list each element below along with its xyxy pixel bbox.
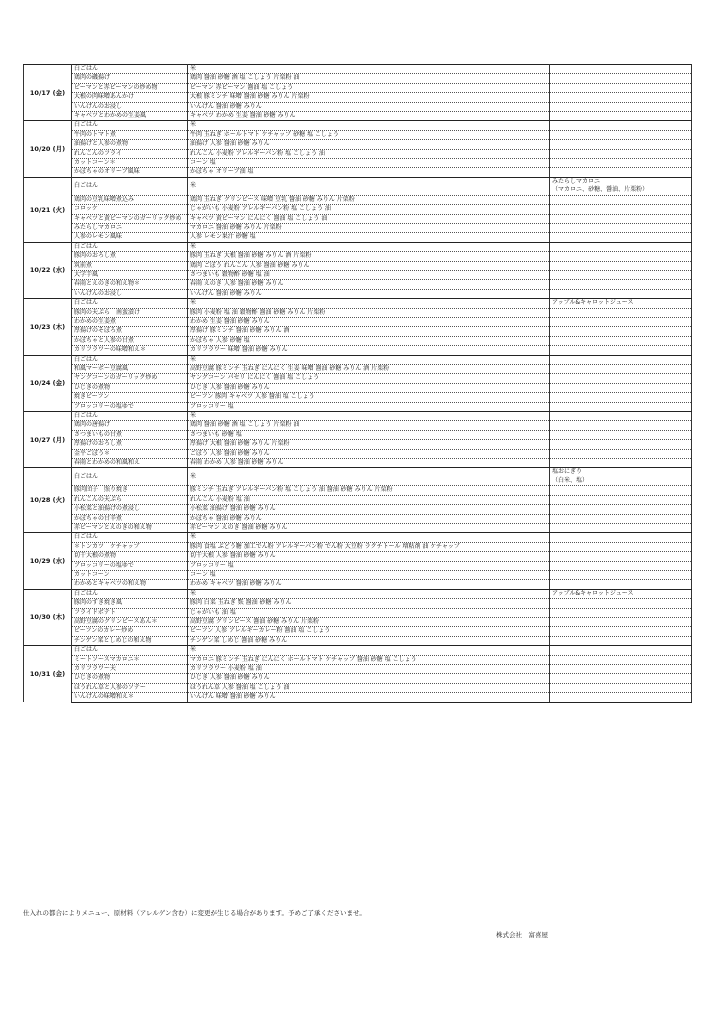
dish-name: 白ごはん xyxy=(72,121,188,130)
note-cell xyxy=(550,440,692,449)
dish-name: カリフラワー天 xyxy=(72,665,188,674)
date-cell: 10/27 (月) xyxy=(24,412,72,468)
ingredients: キャベツ わかめ 生姜 醤油 砂糖 みりん xyxy=(188,112,550,121)
dish-name: いんげんの味噌和え＊ xyxy=(72,693,188,702)
menu-row xyxy=(24,674,692,683)
menu-row xyxy=(24,65,692,74)
note-cell xyxy=(550,636,692,645)
menu-row xyxy=(24,214,692,223)
dish-name: かぼちゃのオリーブ風味 xyxy=(72,168,188,177)
note-cell xyxy=(550,205,692,214)
note-cell xyxy=(550,252,692,261)
ingredients: ピーマン 赤ピーマン 醤油 塩 こしょう xyxy=(188,83,550,92)
note-cell xyxy=(550,121,692,130)
dish-name: キャベツとわかめの生姜風 xyxy=(72,112,188,121)
dish-name: 白ごはん xyxy=(72,299,188,308)
date-cell: 10/20 (月) xyxy=(24,121,72,177)
ingredients: 鶏肉 醤油 砂糖 酒 塩 こしょう 片栗粉 油 xyxy=(188,74,550,83)
ingredients: ブロッコリー 塩 xyxy=(188,561,550,570)
note-cell xyxy=(550,505,692,514)
footer-note: 仕入れの都合によりメニュー、原材料（アレルゲン含む）に変更が生じる場合があります。予めご了承くださいませ。 xyxy=(23,909,366,917)
menu-row xyxy=(24,299,692,308)
ingredients: ブロッコリー 塩 xyxy=(188,402,550,411)
dish-name: みたらしマカロニ xyxy=(72,223,188,232)
dish-name: かぼちゃと人参の甘煮 xyxy=(72,336,188,345)
ingredients: わかめ キャベツ 醤油 砂糖 みりん xyxy=(188,580,550,589)
date-cell: 10/24 (金) xyxy=(24,355,72,411)
ingredients: 鶏肉 ごぼう れんこん 人参 醤油 砂糖 みりん xyxy=(188,261,550,270)
dish-name: れんこんの天ぷら xyxy=(72,495,188,504)
ingredients: 小松菜 油揚げ 醤油 砂糖 みりん xyxy=(188,505,550,514)
ingredients: 豚肉 白菜 玉ねぎ 麩 醤油 砂糖 みりん xyxy=(188,599,550,608)
menu-row xyxy=(24,383,692,392)
note-cell xyxy=(550,149,692,158)
dish-name: 鶏肉の豆乳味噌煮込み xyxy=(72,195,188,204)
ingredients: いんげん 味噌 醤油 砂糖 みりん xyxy=(188,693,550,702)
menu-row xyxy=(24,495,692,504)
ingredients: ひじき 人参 醤油 砂糖 みりん xyxy=(188,383,550,392)
dish-name: 大根の肉味噌あんかけ xyxy=(72,93,188,102)
date-cell: 10/28 (火) xyxy=(24,468,72,533)
ingredients: 牛肉 玉ねぎ ホールトマト ケチャップ 砂糖 塩 こしょう xyxy=(188,130,550,139)
menu-row xyxy=(24,505,692,514)
note-cell xyxy=(550,383,692,392)
note-cell xyxy=(550,627,692,636)
note-cell xyxy=(550,280,692,289)
dish-name: カットコーン xyxy=(72,570,188,579)
ingredients: 人参 レモン果汁 砂糖 塩 xyxy=(188,233,550,242)
ingredients: ピーフン 人参 アレルギーカレー粉 醤油 塩 こしょう xyxy=(188,627,550,636)
note-cell xyxy=(550,242,692,251)
ingredients: コーン 塩 xyxy=(188,159,550,168)
dish-name: 赤ピーマンとえのきの和え物 xyxy=(72,523,188,532)
ingredients: じゃがいも 油 塩 xyxy=(188,608,550,617)
note-cell xyxy=(550,355,692,364)
note-cell xyxy=(550,514,692,523)
menu-row xyxy=(24,393,692,402)
note-cell xyxy=(550,599,692,608)
dish-name: いんげんのお浸し xyxy=(72,102,188,111)
ingredients: わかめ 生姜 醤油 砂糖 みりん xyxy=(188,317,550,326)
dish-name: 高野豆腐のグリンピースあん＊ xyxy=(72,617,188,626)
note-cell xyxy=(550,655,692,664)
note-cell xyxy=(550,346,692,355)
ingredients: 高野豆腐 豚ミンチ 玉ねぎ にんにく 生姜 味噌 醤油 砂糖 みりん 酒 片栗粉 xyxy=(188,365,550,374)
ingredients: じゃがいも 小麦粉 アレルギーパン粉 塩 こしょう 油 xyxy=(188,205,550,214)
dish-name: ＊トンカツ ケチャップ xyxy=(72,542,188,551)
ingredients: 米 xyxy=(188,299,550,308)
menu-row xyxy=(24,561,692,570)
ingredients: 米 xyxy=(188,177,550,195)
ingredients: 米 xyxy=(188,468,550,486)
menu-row xyxy=(24,646,692,655)
ingredients: かぼちゃ オリーブ油 塩 xyxy=(188,168,550,177)
dish-name: 白ごはん xyxy=(72,65,188,74)
menu-sheet xyxy=(23,64,691,703)
note-cell xyxy=(550,365,692,374)
dish-name: 筑前煮 xyxy=(72,261,188,270)
dish-name: かぼちゃの甘辛煮 xyxy=(72,514,188,523)
note-cell xyxy=(550,561,692,570)
ingredients: 豚肉 食塩 ぶどう糖 加工でん粉 アレルギーパン粉 でん粉 大豆粉 ラクチトール 増粘剤 油 ケチャップ xyxy=(188,542,550,551)
note-cell xyxy=(550,608,692,617)
note-cell xyxy=(550,317,692,326)
menu-row xyxy=(24,693,692,702)
note-cell xyxy=(550,214,692,223)
date-cell: 10/23 (木) xyxy=(24,299,72,355)
menu-row xyxy=(24,430,692,439)
menu-table-body xyxy=(24,65,692,703)
menu-row xyxy=(24,421,692,430)
dish-name: 油揚げと人参の煮物 xyxy=(72,140,188,149)
menu-row xyxy=(24,533,692,542)
menu-row xyxy=(24,205,692,214)
menu-row xyxy=(24,261,692,270)
dish-name: わかめとキャベツの和え物 xyxy=(72,580,188,589)
note-cell xyxy=(550,449,692,458)
menu-row xyxy=(24,627,692,636)
note-cell xyxy=(550,617,692,626)
date-cell: 10/22 (水) xyxy=(24,242,72,298)
dish-name: 厚揚げのおろし煮 xyxy=(72,440,188,449)
note-cell xyxy=(550,168,692,177)
dish-name: れんこんのフライ xyxy=(72,149,188,158)
dish-name: カリフラワーの味噌和え＊ xyxy=(72,346,188,355)
dish-name: 金平ごぼう＊ xyxy=(72,449,188,458)
note-cell xyxy=(550,336,692,345)
ingredients: マカロニ 醤油 砂糖 みりん 片栗粉 xyxy=(188,223,550,232)
note-cell xyxy=(550,289,692,298)
note-cell xyxy=(550,674,692,683)
dish-name: キャベツと黄ピーマンのガーリック炒め xyxy=(72,214,188,223)
menu-row xyxy=(24,74,692,83)
menu-row xyxy=(24,346,692,355)
menu-row xyxy=(24,468,692,486)
menu-row xyxy=(24,121,692,130)
ingredients: かぼちゃ 醤油 砂糖 みりん xyxy=(188,514,550,523)
menu-row xyxy=(24,655,692,664)
menu-row xyxy=(24,599,692,608)
menu-row xyxy=(24,665,692,674)
note-cell xyxy=(550,580,692,589)
menu-row xyxy=(24,336,692,345)
menu-row xyxy=(24,177,692,195)
dish-name: カットコーン＊ xyxy=(72,159,188,168)
dish-name: コロッケ xyxy=(72,205,188,214)
ingredients: ほうれん草 人参 醤油 塩 こしょう 油 xyxy=(188,683,550,692)
dish-name: 小松菜と油揚げの煮浸し xyxy=(72,505,188,514)
dish-name: 白ごはん xyxy=(72,533,188,542)
dish-name: ミートソースマカロニ＊ xyxy=(72,655,188,664)
dish-name: チンゲン菜としめじの和え物 xyxy=(72,636,188,645)
note-cell xyxy=(550,270,692,279)
dish-name: ひじきの煮物 xyxy=(72,383,188,392)
ingredients: キャベツ 黄ピーマン にんにく 醤油 塩 こしょう 油 xyxy=(188,214,550,223)
menu-row xyxy=(24,542,692,551)
dish-name: 焼きピーフン xyxy=(72,393,188,402)
menu-row xyxy=(24,402,692,411)
menu-row xyxy=(24,617,692,626)
menu-row xyxy=(24,580,692,589)
dish-name: 豚肉団子 照り焼き xyxy=(72,486,188,495)
note-cell xyxy=(550,683,692,692)
menu-table xyxy=(23,64,692,703)
note-cell xyxy=(550,570,692,579)
note-cell xyxy=(550,93,692,102)
ingredients: 米 xyxy=(188,242,550,251)
note-cell xyxy=(550,402,692,411)
note-cell xyxy=(550,486,692,495)
dish-name: 豚肉のすき焼き風 xyxy=(72,599,188,608)
note-cell xyxy=(550,552,692,561)
note-cell xyxy=(550,646,692,655)
menu-row xyxy=(24,514,692,523)
menu-row xyxy=(24,252,692,261)
note-cell xyxy=(550,393,692,402)
note-cell xyxy=(550,533,692,542)
dish-name: 白ごはん xyxy=(72,177,188,195)
dish-name: 白ごはん xyxy=(72,355,188,364)
menu-row xyxy=(24,83,692,92)
note-cell xyxy=(550,693,692,702)
menu-row xyxy=(24,374,692,383)
ingredients: ピーフン 豚肉 キャベツ 人参 醤油 塩 こしょう xyxy=(188,393,550,402)
date-cell: 10/31 (金) xyxy=(24,646,72,702)
dish-name: 白ごはん xyxy=(72,468,188,486)
ingredients: 米 xyxy=(188,589,550,598)
ingredients: 米 xyxy=(188,65,550,74)
dish-name: 白ごはん xyxy=(72,646,188,655)
dish-name: 豚肉のおろし煮 xyxy=(72,252,188,261)
ingredients: いんげん 醤油 砂糖 みりん xyxy=(188,289,550,298)
menu-row xyxy=(24,289,692,298)
menu-row xyxy=(24,130,692,139)
menu-row xyxy=(24,270,692,279)
note-cell xyxy=(550,542,692,551)
note-cell xyxy=(550,223,692,232)
note-cell xyxy=(550,327,692,336)
menu-row xyxy=(24,149,692,158)
dish-name: フライドポテト xyxy=(72,608,188,617)
dish-name: 人参のレモン風味 xyxy=(72,233,188,242)
dish-name: 厚揚げのそぼろ煮 xyxy=(72,327,188,336)
dish-name: ひじきの煮物 xyxy=(72,674,188,683)
dish-name: 白ごはん xyxy=(72,589,188,598)
dish-name: 切干大根の煮物 xyxy=(72,552,188,561)
note-cell xyxy=(550,140,692,149)
note-cell xyxy=(550,374,692,383)
menu-row xyxy=(24,102,692,111)
note-cell xyxy=(550,523,692,532)
ingredients: 米 xyxy=(188,533,550,542)
dish-name: ブロッコリーの塩ゆで xyxy=(72,402,188,411)
menu-row xyxy=(24,523,692,532)
menu-row xyxy=(24,327,692,336)
menu-row xyxy=(24,280,692,289)
ingredients: いんげん 醤油 砂糖 みりん xyxy=(188,102,550,111)
menu-row xyxy=(24,486,692,495)
menu-row xyxy=(24,570,692,579)
menu-row xyxy=(24,168,692,177)
ingredients: 厚揚げ 大根 醤油 砂糖 みりん 片栗粉 xyxy=(188,440,550,449)
ingredients: 高野豆腐 グリンピース 醤油 砂糖 みりん 片栗粉 xyxy=(188,617,550,626)
note-cell xyxy=(550,421,692,430)
ingredients: れんこん 小麦粉 塩 油 xyxy=(188,495,550,504)
ingredients: カリフラワー 小麦粉 塩 油 xyxy=(188,665,550,674)
menu-row xyxy=(24,112,692,121)
menu-row xyxy=(24,317,692,326)
menu-row xyxy=(24,140,692,149)
menu-row xyxy=(24,242,692,251)
dish-name: ヤングコーンのガーリック炒め xyxy=(72,374,188,383)
menu-row xyxy=(24,233,692,242)
menu-row xyxy=(24,412,692,421)
ingredients: 米 xyxy=(188,121,550,130)
dish-name: 豚肉の天ぷら 南蛮漬け xyxy=(72,308,188,317)
menu-row xyxy=(24,308,692,317)
note-cell xyxy=(550,159,692,168)
ingredients: 豚肉 玉ねぎ 大根 醤油 砂糖 みりん 酒 片栗粉 xyxy=(188,252,550,261)
menu-row xyxy=(24,552,692,561)
dish-name: ピーフンのカレー炒め xyxy=(72,627,188,636)
dish-name: さつまいもの甘煮 xyxy=(72,430,188,439)
ingredients: 厚揚げ 豚ミンチ 醤油 砂糖 みりん 酒 xyxy=(188,327,550,336)
menu-row xyxy=(24,608,692,617)
dish-name: ほうれん草と人参のソテー xyxy=(72,683,188,692)
ingredients: ヤングコーン パセリ にんにく 醤油 塩 こしょう xyxy=(188,374,550,383)
ingredients: さつまいも 砂糖 塩 xyxy=(188,430,550,439)
ingredients: 春雨 えのき 人参 醤油 砂糖 みりん xyxy=(188,280,550,289)
ingredients: ごぼう 人参 醤油 砂糖 みりん xyxy=(188,449,550,458)
date-cell: 10/21 (火) xyxy=(24,177,72,242)
dish-name: 牛肉のトマト煮 xyxy=(72,130,188,139)
ingredients: 春雨 わかめ 人参 醤油 砂糖 みりん xyxy=(188,459,550,468)
menu-row xyxy=(24,440,692,449)
dish-name: 鶏肉の唐揚げ xyxy=(72,421,188,430)
menu-row xyxy=(24,159,692,168)
note-cell xyxy=(550,65,692,74)
menu-row xyxy=(24,195,692,204)
company-name: 株式会社 富喜屋 xyxy=(496,931,548,939)
menu-row xyxy=(24,459,692,468)
ingredients: チンゲン菜 しめじ 醤油 砂糖 みりん xyxy=(188,636,550,645)
dish-name: 春雨とえのきの和え物＊ xyxy=(72,280,188,289)
dish-name: 大学芋風 xyxy=(72,270,188,279)
ingredients: カリフラワー 味噌 醤油 砂糖 みりん xyxy=(188,346,550,355)
note-cell xyxy=(550,83,692,92)
note-cell: みたらしマカロニ （マカロニ、砂糖、醤油、片栗粉） xyxy=(550,177,692,195)
note-cell xyxy=(550,430,692,439)
note-cell xyxy=(550,665,692,674)
menu-row xyxy=(24,636,692,645)
menu-row xyxy=(24,449,692,458)
note-cell xyxy=(550,130,692,139)
menu-row xyxy=(24,223,692,232)
note-cell xyxy=(550,102,692,111)
dish-name: ピーマンと赤ピーマンの炒め物 xyxy=(72,83,188,92)
ingredients: れんこん 小麦粉 アレルギーパン粉 塩 こしょう 油 xyxy=(188,149,550,158)
note-cell xyxy=(550,308,692,317)
dish-name: 白ごはん xyxy=(72,412,188,421)
note-cell: アップル&キャロットジュース xyxy=(550,299,692,308)
ingredients: 米 xyxy=(188,646,550,655)
note-cell xyxy=(550,412,692,421)
note-cell xyxy=(550,495,692,504)
ingredients: コーン 塩 xyxy=(188,570,550,579)
ingredients: 油揚げ 人参 醤油 砂糖 みりん xyxy=(188,140,550,149)
dish-name: 春雨とわかめの和風和え xyxy=(72,459,188,468)
ingredients: 米 xyxy=(188,412,550,421)
ingredients: さつまいも 穀物酢 砂糖 塩 油 xyxy=(188,270,550,279)
note-cell: 塩おにぎり （白米、塩） xyxy=(550,468,692,486)
note-cell xyxy=(550,74,692,83)
note-cell xyxy=(550,112,692,121)
note-cell xyxy=(550,459,692,468)
dish-name: いんげんのお浸し xyxy=(72,289,188,298)
menu-row xyxy=(24,355,692,364)
note-cell xyxy=(550,233,692,242)
ingredients: 切干大根 人参 醤油 砂糖 みりん xyxy=(188,552,550,561)
menu-row xyxy=(24,683,692,692)
dish-name: 白ごはん xyxy=(72,242,188,251)
date-cell: 10/29 (水) xyxy=(24,533,72,589)
ingredients: 鶏肉 醤油 砂糖 酒 塩 こしょう 片栗粉 油 xyxy=(188,421,550,430)
menu-row xyxy=(24,589,692,598)
ingredients: 大根 豚ミンチ 味噌 醤油 砂糖 みりん 片栗粉 xyxy=(188,93,550,102)
ingredients: ひじき 人参 醤油 砂糖 みりん xyxy=(188,674,550,683)
ingredients: 鶏肉 玉ねぎ グリンピース 味噌 豆乳 醤油 砂糖 みりん 片栗粉 xyxy=(188,195,550,204)
dish-name: 和風マーボー豆腐風 xyxy=(72,365,188,374)
menu-row xyxy=(24,93,692,102)
date-cell: 10/17 (金) xyxy=(24,65,72,121)
date-cell: 10/30 (木) xyxy=(24,589,72,645)
ingredients: 赤ピーマン えのき 醤油 砂糖 みりん xyxy=(188,523,550,532)
dish-name: ブロッコリーの塩ゆで xyxy=(72,561,188,570)
ingredients: 米 xyxy=(188,355,550,364)
ingredients: マカロニ 豚ミンチ 玉ねぎ にんにく ホールトマト ケチャップ 醤油 砂糖 塩 こしょう xyxy=(188,655,550,664)
dish-name: わかめの生姜煮 xyxy=(72,317,188,326)
note-cell xyxy=(550,195,692,204)
ingredients: かぼちゃ 人参 砂糖 塩 xyxy=(188,336,550,345)
note-cell xyxy=(550,261,692,270)
dish-name: 鶏肉の磯揚げ xyxy=(72,74,188,83)
ingredients: 豚ミンチ 玉ねぎ アレルギーパン粉 塩 こしょう 油 醤油 砂糖 みりん 片栗粉 xyxy=(188,486,550,495)
note-cell: アップル&キャロットジュース xyxy=(550,589,692,598)
ingredients: 豚肉 小麦粉 塩 油 穀物酢 醤油 砂糖 みりん 片栗粉 xyxy=(188,308,550,317)
menu-row xyxy=(24,365,692,374)
